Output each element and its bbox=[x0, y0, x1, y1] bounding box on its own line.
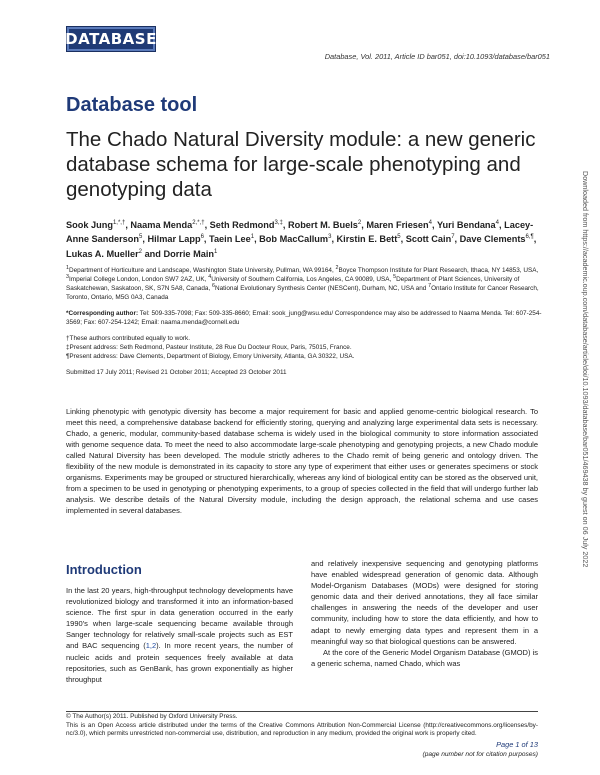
affiliation-text: Boyce Thompson Institute for Plant Research, Ithaca, NY 14853, USA, bbox=[338, 267, 539, 274]
author-name: Yuri Bendana bbox=[436, 220, 496, 230]
author-note: ¶Present address: Dave Clements, Department of Biology, Emory University, Atlanta, GA 30322, USA. bbox=[66, 352, 355, 360]
journal-logo-text: DATABASE bbox=[65, 30, 157, 48]
author-name: Dave Clements bbox=[459, 234, 526, 245]
download-watermark: Downloaded from https://academic.oup.com/database/article/doi/10.1093/database/bar051/469438 by guest on 06 July 2022 bbox=[581, 171, 590, 568]
author-affiliation-marker: 2 bbox=[357, 219, 362, 226]
affiliation-text: Department of Horticulture and Landscape, Washington State University, Pullman, WA 99164, bbox=[68, 267, 334, 274]
license-text: This is an Open Access article distributed under the terms of the Creative Commons Attribution Non-Commercial License (http://creativecommons.org/licenses/by-nc/3.0), which permits unrestricted non-commercial use, distribution, and reproduction in any medium, provided the original work is properly cited. bbox=[66, 721, 538, 738]
page-number: Page 1 of 13 bbox=[496, 740, 538, 749]
journal-reference: Database, Vol. 2011, Article ID bar051, doi:10.1093/database/bar051 bbox=[324, 52, 550, 61]
footer-divider bbox=[66, 711, 538, 712]
affiliation-text: University of Southern California, Los Angeles, CA 90089, USA, bbox=[211, 275, 392, 283]
author-affiliation-marker: 1,*,† bbox=[112, 219, 126, 226]
author-name: Hilmar Lapp bbox=[147, 234, 201, 245]
author-name: Kirstin E. Bett bbox=[336, 234, 398, 245]
submission-dates: Submitted 17 July 2011; Revised 21 October 2011; Accepted 23 October 2011 bbox=[66, 369, 287, 376]
corresponding-label: *Corresponding author: bbox=[66, 310, 139, 317]
affiliation-marker: 4 bbox=[208, 273, 212, 280]
author-name: Lacey-Anne Sanderson bbox=[66, 220, 534, 245]
license-block bbox=[66, 713, 538, 739]
author-note: †These authors contributed equally to work. bbox=[66, 335, 190, 342]
affiliation-text: Imperial College London, London SW7 2AZ, UK, bbox=[68, 275, 207, 283]
affiliations bbox=[66, 264, 546, 303]
author-affiliation-marker: 2,*,† bbox=[192, 219, 205, 226]
author-affiliation-marker: 3,‡ bbox=[274, 219, 283, 226]
intro-text: ). In more recent years, the number of nucleic acids and protein sequences freely available at data repositories, such as GenBank, has grown exponentially as higher throughput bbox=[66, 641, 293, 684]
affiliation-text: Department of Plant Sciences, University of Saskatchewan, Saskatoon, SK, S7N 5A8, Canada, bbox=[66, 275, 520, 292]
author-notes bbox=[66, 335, 546, 362]
author-name: Scott Cain bbox=[405, 234, 452, 245]
author-name: Bob MacCallum bbox=[259, 234, 329, 245]
author-name: Taein Lee bbox=[209, 234, 251, 245]
author-affiliation-marker: 5 bbox=[397, 234, 401, 241]
author-name: Dorrie Main bbox=[163, 248, 215, 259]
author-name: Lukas A. Mueller bbox=[66, 248, 139, 259]
author-affiliation-marker: 6 bbox=[200, 234, 204, 241]
affiliation-marker: 1 bbox=[66, 264, 69, 271]
affiliation-marker: 7 bbox=[428, 282, 432, 289]
article-title: The Chado Natural Diversity module: a new generic database schema for large-scale phenotyping and genotyping data bbox=[66, 128, 536, 201]
corresponding-text: Tel: 509-335-7098; Fax: 509-335-8660; Email: sook_jung@wsu.edu/ Correspondence may also be addressed to Naama Menda. Tel: 607-254-3569; Fax: 607-254-1242; Email: naama.menda@cornell.edu bbox=[66, 310, 542, 326]
intro-paragraph: At the core of the Generic Model Organism Database (GMOD) is a generic schema, named Chado, which was bbox=[311, 647, 538, 668]
author-list: Sook Jung$^{1,*,\dagger}$, Naama Menda$^{2,*,\dagger}$, Seth Redmond$^{3,\ddagger}$, Robert M. Buels$^2$, Maren Friesen$^4$, Yuri Bendana$^4$, Lacey-Anne Sanderson$^5$, Hilmar Lapp$^6$, Taein Lee$^1$, Bob MacCallum$^3$, Kirstin E. Bett$^5$, Scott Cain$^7$, Dave Clements$^{6,\P}$, Lukas A. Mueller$^2$ and Dorrie Main$^1$ bbox=[66, 219, 537, 259]
author-affiliation-marker: 5 bbox=[139, 234, 143, 241]
copyright-line: © The Author(s) 2011. Published by Oxford University Press. bbox=[66, 713, 238, 720]
affiliation-marker: 3 bbox=[66, 273, 69, 280]
author-affiliation-marker: 6,¶ bbox=[525, 234, 534, 241]
corresponding-author bbox=[66, 310, 546, 328]
author-affiliation-marker: 4 bbox=[495, 219, 499, 226]
author-note: ‡Present address: Seth Redmond, Pasteur Institute, 28 Rue Du Docteur Roux, Paris, 75015, France. bbox=[66, 343, 352, 351]
author-affiliation-marker: 1 bbox=[250, 234, 255, 241]
author-affiliation-marker: 4 bbox=[428, 219, 432, 226]
citation-link[interactable]: 1,2 bbox=[145, 641, 157, 651]
affiliation-text: National Evolutionary Synthesis Center (NESCent), Durham, NC, USA and bbox=[214, 284, 427, 292]
introduction-column-2 bbox=[311, 558, 538, 669]
affiliation-marker: 6 bbox=[212, 282, 215, 289]
affiliation-text: Ontario Institute for Cancer Research, Toronto, Ontario, M5G 0A3, Canada bbox=[66, 284, 539, 301]
author-affiliation-marker: 1 bbox=[214, 248, 218, 255]
introduction-column-1 bbox=[66, 585, 293, 685]
page-citation-note: (page number not for citation purposes) bbox=[422, 751, 538, 758]
abstract: Linking phenotypic with genotypic diversity has become a major requirement for basic and applied genome-centric biological research. To meet this need, a comprehensive database backend for efficiently storing, querying and analyzing large experimental data sets is necessary. Chado, a generic, modular, community-based database schema is widely used in the biological community to store information associated with genome sequence data. To meet the need to also accommodate large-scale phenotyping and genotyping projects, a new Chado module called Natural Diversity has been developed. The module strictly adheres to the Chado remit of being generic and ontology driven. The flexibility of the new module is demonstrated in its capacity to store any type of experiment that either uses or generates specimens or stock organisms. Experiments may be grouped or structured hierarchically, whereas any kind of biological entity can be stored as the observed unit, from a specimen to be used in genotyping or phenotyping experiments, to a group of species collected in the field that will undergo further lab analysis. We describe details of the Natural Diversity module, including the design approach, the relational schema and use cases implemented in several databases. bbox=[66, 407, 538, 516]
section-label: Database tool bbox=[66, 94, 198, 116]
introduction-heading: Introduction bbox=[66, 562, 142, 577]
intro-paragraph: and relatively inexpensive sequencing and genotyping platforms have enabled widespread generation of genomic data. Although Model-Organism Databases (MODs) were designed for storing genomic data and their derived annotations, they all face similar challenges in answering the needs of the developer and user community, including how to store the data efficiently, and how to adapt to newly emerging data types and represent them in a meaningful way so that biological questions can be answered. bbox=[311, 559, 538, 646]
author-name: Seth Redmond bbox=[209, 220, 275, 230]
author-name: Robert M. Buels bbox=[287, 220, 358, 230]
author-name: Naama Menda bbox=[130, 220, 193, 230]
author-affiliation-marker: 7 bbox=[451, 234, 455, 241]
affiliation-marker: 2 bbox=[335, 264, 339, 271]
author-affiliation-marker: 3 bbox=[328, 234, 332, 241]
journal-logo bbox=[66, 26, 156, 52]
intro-text: In the last 20 years, high-throughput technology developments have revolutionized biology and transformed it into an information-based science. The first spur in data generation occurred in the early 1990's when large-scale sequencing became available through Sanger technology for relatively small-scale projects such as EST and BAC sequencing ( bbox=[66, 586, 293, 651]
author-name: Maren Friesen bbox=[366, 220, 429, 230]
affiliation-marker: 5 bbox=[393, 273, 397, 280]
author-affiliation-marker: 2 bbox=[138, 248, 143, 255]
author-name: Sook Jung bbox=[66, 220, 113, 230]
